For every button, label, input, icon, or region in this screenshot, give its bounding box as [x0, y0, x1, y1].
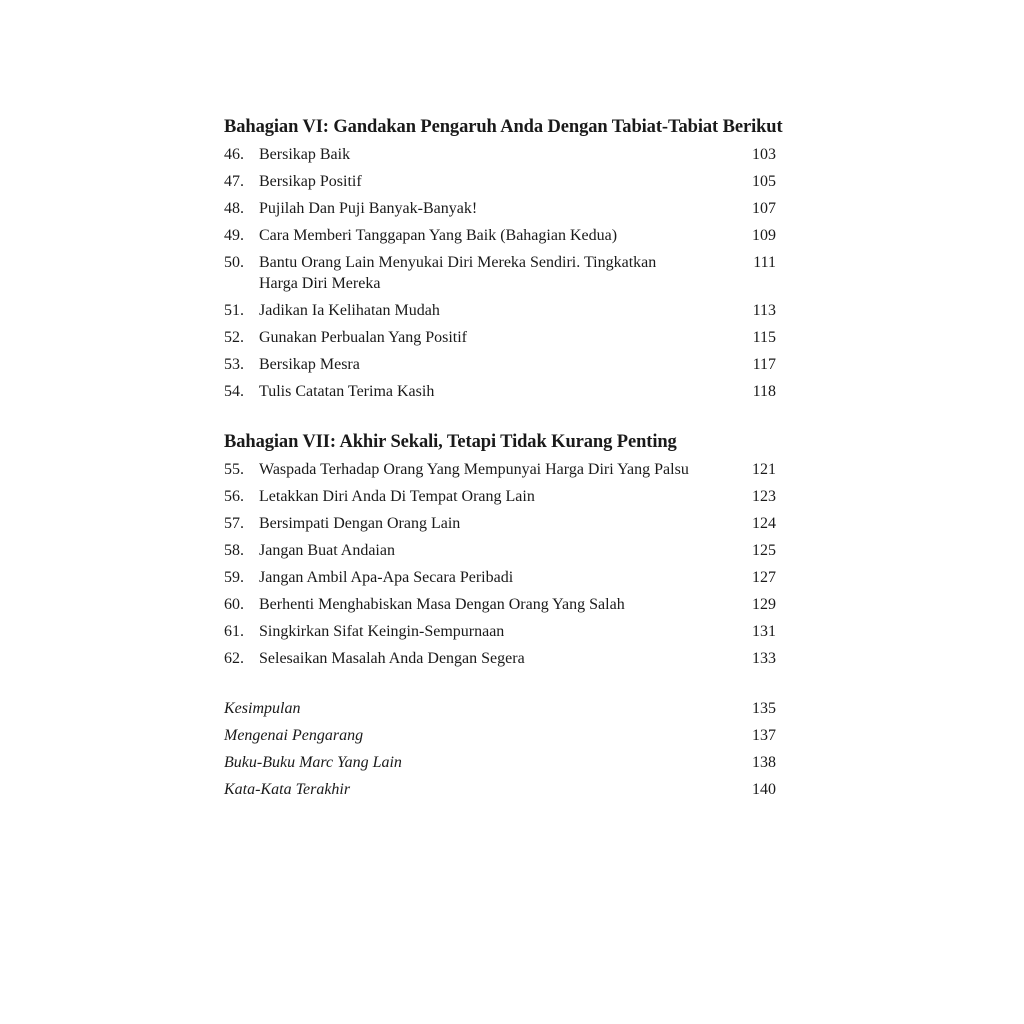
entry-page-number: 123: [752, 488, 776, 505]
entry-title: Gunakan Perbualan Yang Positif: [259, 329, 467, 346]
toc-entry: [224, 564, 776, 591]
entry-page-number: 118: [752, 383, 776, 400]
entry-number: 48.: [224, 200, 244, 217]
entry-title: Singkirkan Sifat Keingin-Sempurnaan: [259, 623, 505, 640]
entry-title: Cara Memberi Tanggapan Yang Baik (Bahagian Kedua): [259, 227, 618, 244]
back-matter-entry: [224, 749, 776, 776]
entry-number: 51.: [224, 302, 244, 319]
entry-number: 58.: [224, 542, 244, 559]
toc-entry: [224, 297, 776, 324]
entry-number: 54.: [224, 383, 244, 400]
entry-page-number: 125: [752, 542, 776, 559]
toc-entry: [224, 324, 776, 351]
entry-title: Letakkan Diri Anda Di Tempat Orang Lain: [259, 488, 535, 505]
entry-title: Pujilah Dan Puji Banyak-Banyak!: [259, 200, 478, 217]
entry-title: Tulis Catatan Terima Kasih: [259, 383, 435, 400]
entry-number: 59.: [224, 569, 244, 586]
entry-number: 55.: [224, 461, 244, 478]
entry-title: Berhenti Menghabiskan Masa Dengan Orang Yang Salah: [259, 596, 625, 613]
entry-title: Kesimpulan: [224, 700, 301, 717]
toc-entry: [224, 591, 776, 618]
entry-page-number: 133: [752, 650, 776, 667]
section-heading: Bahagian VII: Akhir Sekali, Tetapi Tidak Kurang Penting: [224, 432, 677, 452]
toc-entry: [224, 141, 776, 168]
entry-title: Mengenai Pengarang: [224, 727, 364, 744]
toc-entry: [224, 510, 776, 537]
section-gap: [224, 405, 776, 429]
entry-page-number: 138: [752, 754, 776, 771]
entry-title: Bantu Orang Lain Menyukai Diri Mereka Sendiri. Tingkatkan Harga Diri Mereka: [259, 254, 657, 292]
entry-page-number: 135: [752, 700, 776, 717]
back-matter-entry: [224, 776, 776, 803]
entry-page-number: 113: [752, 302, 776, 319]
toc-entry: [224, 456, 776, 483]
entry-title: Bersikap Baik: [259, 146, 351, 163]
entry-page-number: 131: [752, 623, 776, 640]
toc-entry: [224, 483, 776, 510]
entry-page-number: 140: [752, 781, 776, 798]
section-heading: Bahagian VI: Gandakan Pengaruh Anda Dengan Tabiat-Tabiat Berikut: [224, 117, 783, 137]
entry-number: 46.: [224, 146, 244, 163]
entry-title: Jangan Ambil Apa-Apa Secara Peribadi: [259, 569, 514, 586]
toc-entry: [224, 351, 776, 378]
entry-number: 62.: [224, 650, 244, 667]
entry-page-number: 121: [752, 461, 776, 478]
toc-entry: [224, 645, 776, 672]
entry-page-number: 127: [752, 569, 776, 586]
entry-number: 56.: [224, 488, 244, 505]
section-gap: [224, 672, 776, 695]
entry-number: 47.: [224, 173, 244, 190]
toc-entry: [224, 537, 776, 564]
entry-page-number: 117: [752, 356, 776, 373]
toc-entry: [224, 195, 776, 222]
back-matter-entry: [224, 695, 776, 722]
toc-entry: [224, 168, 776, 195]
entry-number: 60.: [224, 596, 244, 613]
toc-entry: [224, 222, 776, 249]
entry-title: Bersikap Mesra: [259, 356, 360, 373]
entry-number: 52.: [224, 329, 244, 346]
toc-entry: [224, 249, 776, 297]
entry-title: Jadikan Ia Kelihatan Mudah: [259, 302, 440, 319]
entry-page-number: 109: [752, 227, 776, 244]
entry-title: Bersikap Positif: [259, 173, 362, 190]
toc-entry: [224, 618, 776, 645]
entry-title: Bersimpati Dengan Orang Lain: [259, 515, 461, 532]
entry-page-number: 137: [752, 727, 776, 744]
toc-entry: [224, 378, 776, 405]
entry-page-number: 103: [752, 146, 776, 163]
entry-page-number: 107: [752, 200, 776, 217]
entry-page-number: 111: [753, 254, 776, 271]
entry-page-number: 129: [752, 596, 776, 613]
entry-number: 57.: [224, 515, 244, 532]
entry-title: Buku-Buku Marc Yang Lain: [224, 754, 402, 771]
entry-title: Selesaikan Masalah Anda Dengan Segera: [259, 650, 525, 667]
entry-number: 61.: [224, 623, 244, 640]
entry-number: 53.: [224, 356, 244, 373]
entry-page-number: 124: [752, 515, 776, 532]
back-matter-entry: [224, 722, 776, 749]
entry-page-number: 105: [752, 173, 776, 190]
entry-number: 49.: [224, 227, 244, 244]
entry-title: Waspada Terhadap Orang Yang Mempunyai Harga Diri Yang Palsu: [259, 461, 689, 478]
entry-title: Jangan Buat Andaian: [259, 542, 395, 559]
entry-number: 50.: [224, 254, 244, 271]
entry-page-number: 115: [752, 329, 776, 346]
entry-title: Kata-Kata Terakhir: [224, 781, 351, 798]
table-of-contents: [224, 114, 783, 803]
